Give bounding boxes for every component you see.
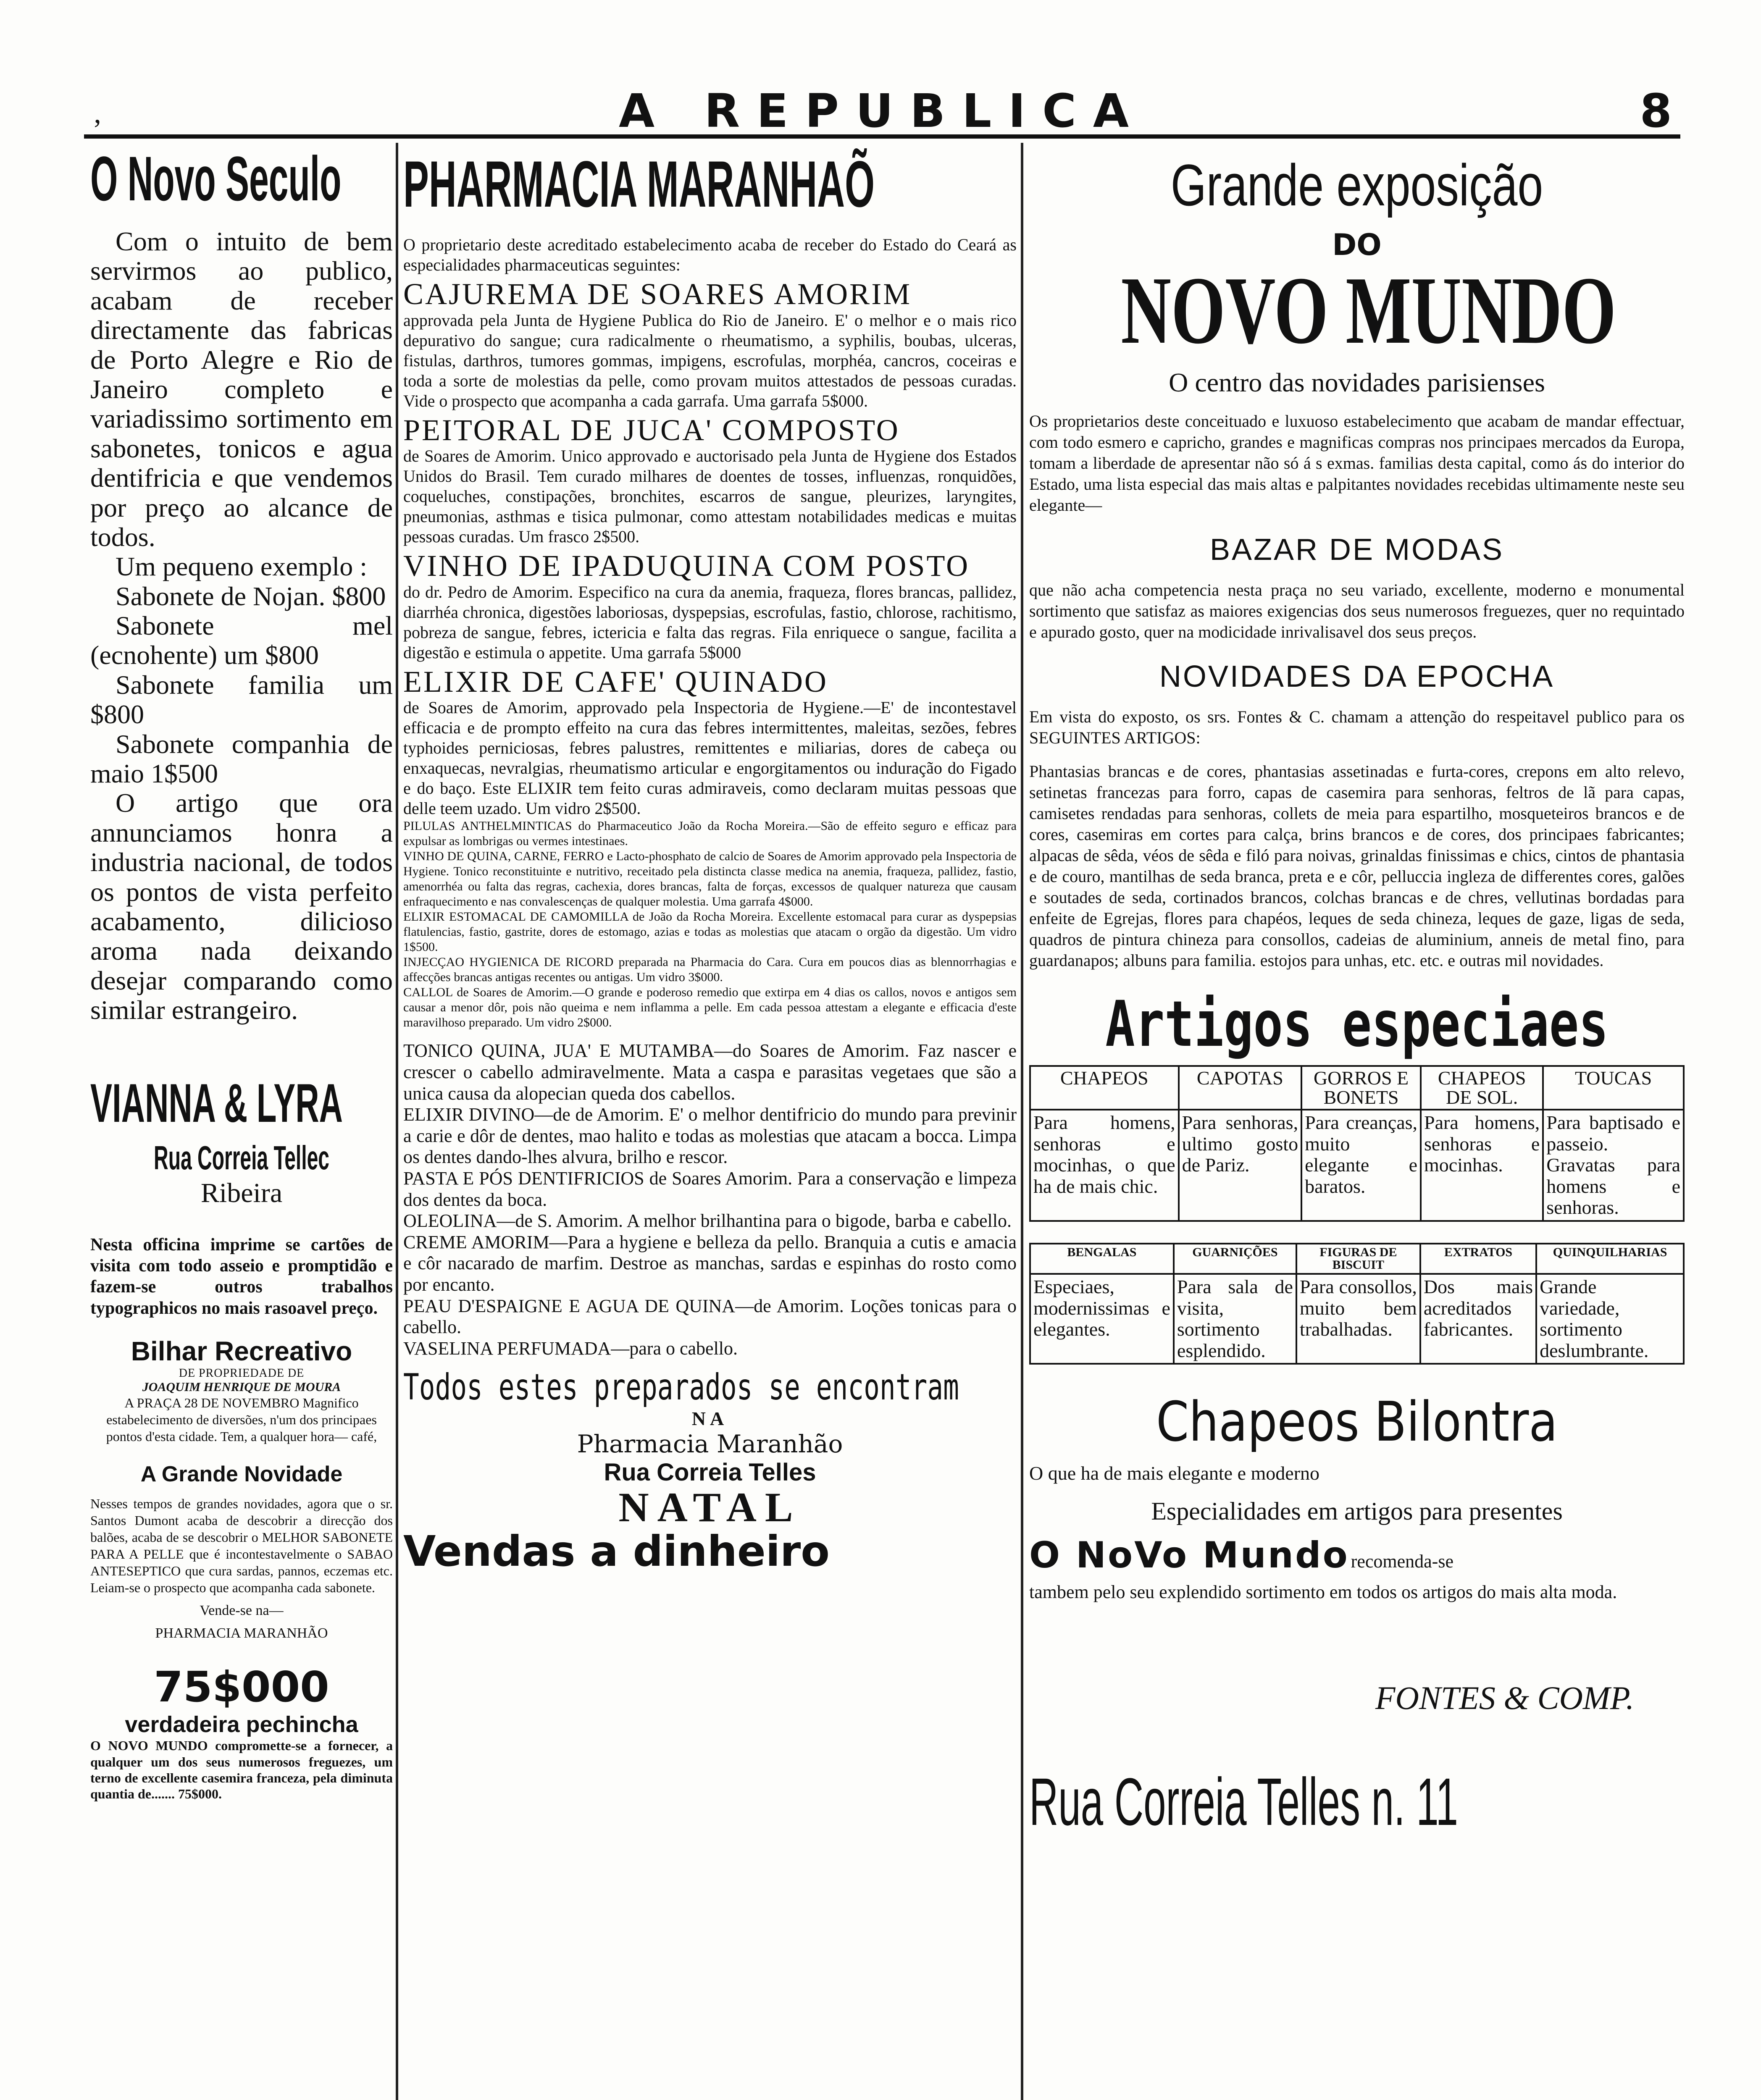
novo-seculo-body — [90, 227, 393, 1025]
grande-novidade-body: Nesses tempos de grandes novidades, agora que o sr. Santos Dumont acaba de descobrir a direcção dos balões, acaba de se descobrir o MELHOR SABONETE PARA A PELLE que é incontestavelmente o SABAO ANTESEPTICO que cura sardas, pannos, eczemas etc. Leiam-se o prospecto que acompanha cada sabonete. — [90, 1496, 393, 1596]
table-header: QUINQUILHARIAS — [1536, 1244, 1684, 1274]
vianna-lyra-title: VIANNA & LYRA — [90, 1072, 343, 1134]
product-heading: PEITORAL DE JUCA' COMPOSTO — [403, 413, 900, 447]
table-cell: Especiaes, modernissimas e elegantes. — [1030, 1274, 1174, 1364]
vianna-lyra-notice: Nesta officina imprime se cartões de visita com todo asseio e promptidão e fazem-se outros trabalhos typographicos no mais rasoavel preço. — [90, 1235, 393, 1318]
product-text: do dr. Pedro de Amorim. Especifico na cura da anemia, fraqueza, flores brancas, pallidez, diarrhéa chronica, digestões laboriosas, dyspepsias, escrofulas, fastio, chlorose, rachitismo, pobreza de sangue, febres, ictericia e falta das regras. Fila enriquece o sangue, facilita a digestão e estimula o appetite. Uma garrafa 5$000 — [403, 582, 1017, 662]
small-item: VINHO DE QUINA, CARNE, FERRO e Lacto-phosphato de calcio de Soares de Amorim approvado pela Inspectoria de Hygiene. Tonico reconstituinte e nutritivo, receitado pela distincta classe medica na anemia, fraqueza, pallidez, fastio, amenorrhéa ou falta das regras, cachexia, dores brancas, falta de forças, excessos de qualquer natureza que causam enfraquecimento e nas convalescenças de qualquer molestia. Uma garrafa 4$000. — [403, 849, 1017, 909]
masthead-tick: ‚ — [92, 97, 103, 129]
bilhar-title: Bilhar Recreativo — [131, 1336, 352, 1367]
novidades-intro: Em vista do exposto, os srs. Fontes & C. chamam a attenção do respeitavel publico para os SEGUINTES ARTIGOS: — [1029, 707, 1685, 747]
product-text: de Soares de Amorim. Unico approvado e auctorisado pela Junta de Hygiene dos Estados Unidos do Brasil. Tem curado milhares de doentes de tosses, influenzas, ronquidões, coqueluches, constipações, bronchites, escarros de sangue, pleurizes, laryngites, pneumonias, asthmas e tisica pulmonar, como attestam notabilidades medicas e muitas pessoas curadas. Um frasco 2$500. — [403, 446, 1017, 546]
bazar-text: que não acha competencia nesta praça no seu variado, excellente, moderno e monumental sortimento que satisfaz as maiores exigencias dos seus numerosos freguezes, quer no requintado e apurado gosto, quer na modicidade inrivalisavel dos seus preços. — [1029, 580, 1685, 641]
footer-line: Todos estes preparados se encontram — [403, 1366, 959, 1409]
medium-item: ELIXIR DIVINO—de de Amorim. E' o melhor dentifricio do mundo para previnir a carie e dôr de dentes, mao halito e todas as molestias que atacam a bocca. Limpa os dentes dando-lhes alvura, brilho e rescor. — [403, 1104, 1017, 1168]
masthead-title: A REPUBLICA — [619, 84, 1146, 138]
paragraph: Sabonete companhia de maio 1$500 — [90, 729, 393, 789]
bilontra-line1: O que ha de mais elegante e moderno — [1029, 1462, 1320, 1484]
small-item: ELIXIR ESTOMACAL DE CAMOMILLA de João da Rocha Moreira. Excellente estomacal para curar as dyspepsias flatulencias, fastio, gastrite, dores de estomago, azias e todas as molestias que atacam o orgão da digestão. Um vidro 1$500. — [403, 910, 1017, 954]
footer-street: Rua Correia Telles — [604, 1458, 816, 1486]
novo-seculo-title: O Novo Seculo — [90, 143, 342, 214]
product-heading: CAJUREMA DE SOARES AMORIM — [403, 277, 912, 311]
bilhar-owner-label: DE PROPRIEDADE DE — [179, 1367, 305, 1380]
paragraph: Sabonete mel (ecnohente) um $800 — [90, 611, 393, 670]
footer-pharmacy: Pharmacia Maranhão — [577, 1429, 843, 1458]
masthead — [84, 84, 1680, 139]
bilontra-line3: tambem pelo seu explendido sortimento em todos os artigos do mais alta moda. — [1029, 1582, 1617, 1603]
pechincha-body: O NOVO MUNDO compromette-se a fornecer, a qualquer um dos seus numerosos freguezes, um terno de excellente casemira franceza, pela diminuta quantia de....... 75$000. — [90, 1738, 393, 1802]
table-cell: Para baptisado e passeio. Gravatas para homens e senhoras. — [1543, 1110, 1684, 1221]
product-heading: VINHO DE IPADUQUINA COM POSTO — [403, 549, 970, 583]
medium-item: PASTA E PÓS DENTIFRICIOS de Soares Amorim. Para a conservação e limpeza dos dentes da boca. — [403, 1168, 1017, 1210]
exposicao-title: Grande exposição — [1170, 152, 1543, 218]
grande-novidade-sign2: PHARMACIA MARANHÃO — [155, 1625, 328, 1641]
exposicao-intro: Os proprietarios deste conceituado e luxuoso estabelecimento que acabam de mandar effectuar, com todo esmero e capricho, grandes e magnificas compras nos principaes mercados da Europa, tomam a liberdade de apresentar não só á s exmas. familias desta capital, como ás do interior do Estado, uma lista especial das mais altas e palpitantes novidades recebidas ultimamente neste seu elegante— — [1029, 412, 1685, 514]
table-header: EXTRATOS — [1420, 1244, 1536, 1274]
exposicao-do: DO — [1332, 228, 1382, 262]
bilhar-body: A PRAÇA 28 DE NOVEMBRO Magnifico estabelecimento de diversões, n'um dos principaes pontos d'esta cidade. Tem, a qualquer hora— café, — [106, 1395, 377, 1444]
product-heading: ELIXIR DE CAFE' QUINADO — [403, 664, 828, 698]
table-header: BENGALAS — [1030, 1244, 1174, 1274]
table-cell: Grande variedade, sortimento deslumbrante. — [1536, 1274, 1684, 1364]
table-header: TOUCAS — [1543, 1066, 1684, 1110]
column-rule-2 — [1021, 143, 1023, 2100]
paragraph: Sabonete de Nojan. $800 — [116, 581, 386, 611]
vianna-lyra-street: Rua Correia Tellec — [154, 1139, 329, 1176]
column-left — [90, 143, 393, 2100]
table-header: GUARNIÇÕES — [1174, 1244, 1296, 1274]
table-cell: Dos mais acreditados fabricantes. — [1420, 1274, 1536, 1364]
medium-item: PEAU D'ESPAIGNE E AGUA DE QUINA—de Amorim. Loções tonicas para o cabello. — [403, 1295, 1017, 1338]
bilontra-line2: Especialidades em artigos para presentes — [1151, 1497, 1563, 1525]
product-text: de Soares de Amorim, approvado pela Inspectoria de Hygiene.—E' de incontestavel efficacia e de prompto effeito na cura das febres intermittentes, maleitas, sezões, febres typhoides perniciosas, febres palustres, remittentes e miliarias, dores de cabeça ou enxaquecas, nevralgias, rheumatismo articular e engorgitamentos ou induração do Figado e do baço. Este ELIXIR tem feito curas admiraveis, como declaram muitas pessoas que delle teem uzado. Um vidro 2$500. — [403, 698, 1017, 818]
table-cell: Para homens, senhoras e mocinhas. — [1421, 1110, 1543, 1221]
paragraph: Com o intuito de bem servirmos ao publico, acabam de receber directamente das fabricas de Porto Alegre e Rio de Janeiro completo e variadissimo sortimento em sabonetes, tonicos e agua dentifricia e que vendemos por preço ao alcance de todos. — [90, 226, 393, 552]
product-text: approvada pela Junta de Hygiene Publica do Rio de Janeiro. E' o melhor e o mais rico depurativo do sangue; cura radicalmente o rheumatismo, a syphilis, boubas, ulceras, fistulas, darthros, tumores gommas, impigens, escrofulas, morphéa, cancros, coceiras e toda a sorte de molestias da pelle, como provam muitos attestados de pessoas curadas. Vide o prospecto que acompanha a cada garrafa. Uma garrafa 5$000. — [403, 310, 1017, 410]
table-cell: Para consollos, muito bem trabalhadas. — [1296, 1274, 1420, 1364]
table-header: CAPOTAS — [1179, 1066, 1301, 1110]
footer-city: NATAL — [618, 1483, 802, 1530]
pechincha-price: 75$000 — [154, 1662, 329, 1712]
small-item: PILULAS ANTHELMINTICAS do Pharmaceutico João da Rocha Moreira.—São de effeito seguro e efficaz para expulsar as lombrigas ou vermes intestinaes. — [403, 819, 1017, 848]
paragraph: Sabonete familia um $800 — [90, 669, 393, 730]
column-rule-1 — [396, 143, 398, 2100]
footer-sales: Vendas a dinheiro — [403, 1526, 830, 1576]
novidades-heading: NOVIDADES DA EPOCHA — [1159, 660, 1555, 693]
novo-mundo-title: NOVO MUNDO — [1121, 257, 1616, 364]
medium-item: OLEOLINA—de S. Amorim. A melhor brilhantina para o bigode, barba e cabello. — [403, 1210, 1012, 1231]
page-number: 8 — [1640, 84, 1672, 138]
table-header: CHAPEOS DE SOL. — [1421, 1066, 1543, 1110]
artigos-table-1 — [1029, 1065, 1685, 1222]
pechincha-title: verdadeira pechincha — [125, 1712, 358, 1738]
bilontra-title: Chapeos Bilontra — [1156, 1390, 1558, 1454]
table-header: CHAPEOS — [1030, 1066, 1179, 1110]
grande-novidade-title: A Grande Novidade — [140, 1462, 343, 1487]
novo-mundo-brand: O NoVo Mundo — [1029, 1534, 1349, 1577]
address: Rua Correia Telles n. 11 — [1029, 1764, 1458, 1840]
artigos-title: Artigos especiaes — [1105, 988, 1609, 1061]
signature: FONTES & COMP. — [1375, 1680, 1634, 1717]
grande-novidade-sign1: Vende-se na— — [200, 1603, 284, 1619]
artigos-table-2 — [1029, 1243, 1685, 1365]
table-header: FIGURAS DE BISCUIT — [1296, 1244, 1420, 1274]
medium-item: TONICO QUINA, JUA' E MUTAMBA—do Soares de Amorim. Faz nascer e crescer o cabello admiravelmente. Mata a caspa e parasitas vegetaes que são a unica causa da alopecian queda dos cabellos. — [403, 1040, 1017, 1104]
novidades-text: Phantasias brancas e de cores, phantasias assetinadas e furta-cores, crepons em alto relevo, setinetas francezas para forro, capas de casemira para senhoras, feltros de lã para capas, camisetes rendadas para senhoras, collets de meia para espartilho, mosqueteiros brancos e de cores, casemiras em cortes para calça, brins brancos e de cores, dos principaes fabricantes; alpacas de sêda, véos de sêda e filó para noivas, grinaldas finissimas e chics, cintos de phantasia e de couro, mantilhas de seda branca, preta e e côr, pelluccia ingleza de differentes cores, galões e soutades de seda, cortinados brancos, colchas brancas e de chres, vellutinas bordadas para enfeite de Egrejas, flores para chapéos, leques de seda chineza, leques de gaze, ligas de seda, quadros de pintura chineza para consollos, cadeias de aluminium, anneis de metal fino, para guardanapos; albuns para familia. estojos para unhas, etc. etc. e outras mil novidades. — [1029, 762, 1685, 970]
column-right — [1029, 143, 1685, 2100]
novo-mundo-line — [1029, 1534, 1685, 1576]
medium-item: VASELINA PERFUMADA—para o cabello. — [403, 1338, 738, 1359]
pharmacia-intro: O proprietario deste acreditado estabelecimento acaba de receber do Estado do Ceará as especialidades pharmaceuticas seguintes: — [403, 235, 1017, 274]
paragraph: O artigo que ora annunciamos honra a industria nacional, de todos os pontos de vista perfeito acabamento, dilicioso aroma nada deixando desejar comparando como similar estrangeiro. — [90, 788, 393, 1025]
column-middle — [403, 143, 1017, 2100]
pharmacia-title: PHARMACIA MARANHAÕ — [403, 148, 875, 221]
bilhar-owner: JOAQUIM HENRIQUE DE MOURA — [142, 1380, 341, 1394]
table-cell: Para homens, senhoras e mocinhas, o que ha de mais chic. — [1030, 1110, 1179, 1221]
bazar-heading: BAZAR DE MODAS — [1209, 533, 1504, 567]
recommends-text: recomenda-se — [1351, 1551, 1453, 1572]
table-cell: Para senhoras, ultimo gosto de Pariz. — [1179, 1110, 1301, 1221]
table-header: GORROS E BONETS — [1301, 1066, 1421, 1110]
small-item: INJECÇAO HYGIENICA DE RICORD preparada na Pharmacia do Cara. Cura em poucos dias as blennorrhagias e affecções brancas antigas recentes ou antigas. Um vidro 3$000. — [403, 955, 1017, 984]
vianna-lyra-city: Ribeira — [200, 1177, 283, 1208]
medium-item: CREME AMORIM—Para a hygiene e belleza da pello. Branquia a cutis e amacia e côr nacarado de marfim. Destroe as manchas, sardas e espinhas do rosto como por encanto. — [403, 1231, 1017, 1295]
exposicao-subtitle: O centro das novidades parisienses — [1169, 368, 1545, 397]
small-item: CALLOL de Soares de Amorim.—O grande e poderoso remedio que extirpa em 4 dias os callos, novos e antigos sem causar a menor dôr, pois não queima e nem inflamma a pelle. Em cada pessoa attestam a elegante e efficacia d'este maravilhoso preparado. Um vidro 2$000. — [403, 985, 1017, 1030]
table-cell: Para creanças, muito elegante e baratos. — [1301, 1110, 1421, 1221]
paragraph: Um pequeno exemplo : — [116, 551, 367, 582]
footer-na: NA — [691, 1407, 728, 1429]
table-cell: Para sala de visita, sortimento esplendido. — [1174, 1274, 1296, 1364]
